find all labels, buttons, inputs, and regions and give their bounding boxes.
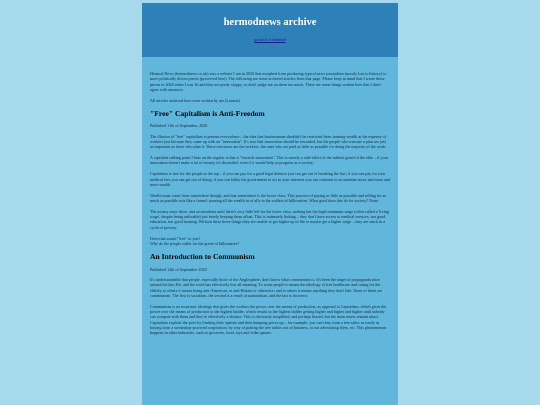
- article-paragraph: Does that sound "free" to you? Why do the people suffer for the greed of billionaires?: [150, 235, 240, 246]
- article-paragraph: Capitalism is free for the people at the top – if you can pay for a good legal defence you can get out of breaking the law; if you can pay for your medical fees you can get out of dying; if you can lobby the government to act in your interests you can continue to accumulate more and more and more wealth.: [150, 171, 390, 187]
- article-paragraph: It's understandable that people, especially those of the Anglosphere, don't know what communism is. It's been the target of propaganda since around the late 40s, and the word has effectively lost all meaning. To some people it means the ideology of free healthcare and caring for the elderly, to others it means being anti-American, or anti-Britain or otherwise; and to others it means anything they don't like. None of these are communism. The first is socialism, the second is a result of nationalism, and the last is incorrect.: [150, 276, 383, 298]
- article-paragraph: The money stays there, and accumulates until there's very little left for the lower class, nothing but the legal minimum wage (often called a 'living wage', despite being unlivable) just barely keeping them afloat. This is intimately linking – they don't have access to medical services, nor good education, nor good housing. Without these three things they are unable to get higher up in life to maybe get a higher wage – they are stuck in a cycle of poverty.: [150, 208, 389, 230]
- article-title: An Introduction to Communism: [150, 251, 255, 261]
- article-date: Published 11th of September, 2020: [150, 123, 208, 129]
- intro-paragraph: Hermod News (hermodnews.co.uk) was a website I ran in 2020 that morphed from producing typical news journalism (mostly lost to history) to more politically driven pieces (preserved here). The following are some archived articles from that page. Please keep in mind that I wrote these pieces in 2020 when I was 16 and they are pretty sloppy, so don't judge me on them too much. There are some things written here that I don't agree with anymore.: [150, 71, 387, 92]
- author-note: All articles archived here were written by me (Lanson).: [150, 97, 241, 103]
- article-paragraph: Communism is an economic ideology that gives the workers the power over the means of production, as opposed to Capitalism, which gives the power over the means of production to the highest bidder, which results in the highest bidder getting higher and higher and higher until nobody can compete with them and they're effectively a dictator. This is obviously simplified, and perhaps biased, but the main tenets remain intact. Capitalism exploits the poor by limiting their options and then bumping prices up – for example, you can't buy from a tree tailor as easily as buying from a sweatshop-powered corporation, by way of putting the tree tailors out of business, or out advertising them, etc. This phenomenon happens in other industries, such as groceries, food, toys and video games.: [150, 303, 387, 336]
- back-link[interactable]: go back to chinmoé: [254, 37, 286, 42]
- main-content: [142, 57, 398, 336]
- site-header: [142, 3, 398, 57]
- article-paragraph: Wealth must come from somewhere though, and that somewhere is the lower class. This practice of paying as little as possible and selling for as much as possible acts like a funnel, pouring all the wealth in of ally in the wallets of billionaires. What good does this do for society? None.: [150, 192, 387, 204]
- page-column: [142, 3, 398, 405]
- article-paragraph: A capitalist talking point I hear on the regular is that it "rewards innovation". This is merely a side-effect of the infinite greed of the elite – if your innovation doesn't make a lot of money, it's discarded, even if it would help us progress as a society.: [150, 155, 389, 166]
- article-paragraph: The illusion of "free" capitalism is present everywhere – the idea that businessmen shouldn't be restricted from farming wealth at the expense of workers just because they came up with an "innovation". It's true that innovation should be rewarded, but the people who execute a plan are just as important as those who plan it. These executors are the workers, the ones who are paid as little as possible for doing the majority of the work.: [150, 133, 387, 150]
- article-date: Published 12th of September 2020: [150, 266, 207, 272]
- site-title: hermodnews archive: [223, 17, 317, 28]
- article-title: "Free" Capitalism is Anti-Freedom: [150, 108, 265, 118]
